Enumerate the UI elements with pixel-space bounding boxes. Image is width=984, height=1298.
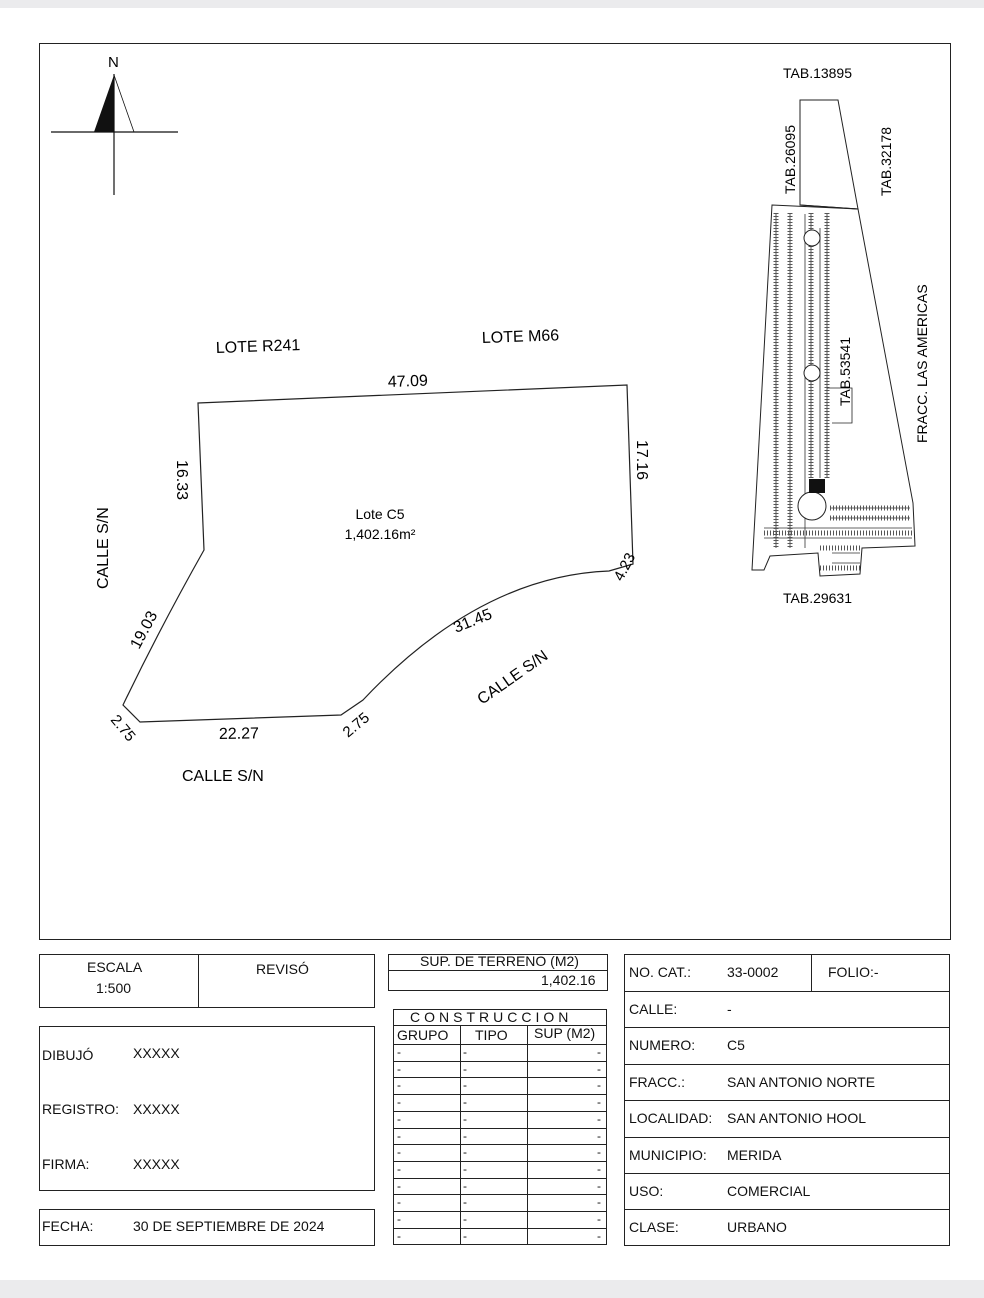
dibujo-value: XXXXX — [133, 1045, 180, 1061]
dim-south-chamfer: 2.75 — [339, 709, 373, 742]
construction-cell-tipo: - — [463, 1061, 467, 1076]
registro-value: XXXXX — [133, 1101, 180, 1117]
construction-cell-grupo: - — [397, 1212, 401, 1226]
construction-cell-grupo: - — [397, 1145, 401, 1160]
construction-cell-grupo: - — [397, 1161, 401, 1176]
reviso-label: REVISÓ — [256, 961, 309, 977]
clase-label: CLASE: — [629, 1219, 679, 1235]
neighbor-north-east: LOTE M66 — [481, 327, 560, 347]
dim-east: 17.16 — [633, 440, 650, 481]
dim-east-chamfer: 4.23 — [610, 550, 640, 584]
construction-cell-tipo: - — [463, 1095, 467, 1110]
construction-cell-grupo: - — [397, 1228, 401, 1243]
construction-cell-tipo: - — [463, 1145, 467, 1160]
construction-cell-tipo: - — [463, 1212, 467, 1226]
construction-cell-sup: - — [597, 1212, 601, 1226]
locator-middle: TAB.53541 — [837, 336, 853, 406]
street-west: CALLE S/N — [95, 507, 112, 589]
calle-label: CALLE: — [629, 1001, 678, 1017]
dim-west-curve: 19.03 — [127, 608, 162, 652]
municipio-value: MERIDA — [727, 1147, 782, 1163]
construction-cell-grupo: - — [397, 1045, 401, 1059]
numero-label: NUMERO: — [629, 1037, 696, 1053]
sup-terreno-value: 1,402.16 — [541, 972, 596, 988]
construction-cell-sup: - — [597, 1111, 601, 1126]
construction-cell-sup: - — [597, 1045, 601, 1059]
no-cat-label: NO. CAT.: — [629, 964, 691, 980]
dim-north: 47.09 — [387, 372, 429, 391]
construction-cell-grupo: - — [397, 1195, 401, 1210]
firma-value: XXXXX — [133, 1156, 180, 1172]
construction-cell-tipo: - — [463, 1228, 467, 1243]
construction-cell-sup: - — [597, 1161, 601, 1176]
construction-cell-sup: - — [597, 1228, 601, 1243]
dibujo-label: DIBUJÓ — [42, 1047, 94, 1063]
construction-cell-grupo: - — [397, 1128, 401, 1143]
locator-fracc: FRACC. LAS AMERICAS — [914, 284, 930, 443]
construction-cell-grupo: - — [397, 1095, 401, 1110]
construction-cell-tipo: - — [463, 1128, 467, 1143]
construction-header-grupo: GRUPO — [397, 1027, 449, 1043]
dim-southwest-chamfer: 2.75 — [106, 711, 139, 745]
escala-label: ESCALA — [87, 959, 143, 975]
dim-west: 16.33 — [173, 460, 190, 501]
no-cat-value: 33-0002 — [727, 964, 779, 980]
construction-cell-sup: - — [597, 1145, 601, 1160]
dim-curve: 31.45 — [451, 605, 495, 637]
fracc-value: SAN ANTONIO NORTE — [727, 1074, 876, 1090]
construction-cell-tipo: - — [463, 1195, 467, 1210]
escala-value: 1:500 — [96, 980, 132, 996]
clase-value: URBANO — [727, 1219, 787, 1235]
fracc-label: FRACC.: — [629, 1074, 685, 1090]
construction-cell-grupo: - — [397, 1061, 401, 1076]
construction-cell-grupo: - — [397, 1111, 401, 1126]
construction-cell-sup: - — [597, 1078, 601, 1093]
construction-cell-tipo: - — [463, 1111, 467, 1126]
construction-cell-grupo: - — [397, 1078, 401, 1093]
calle-value: - — [727, 1001, 732, 1017]
dim-south: 22.27 — [218, 725, 260, 743]
registro-label: REGISTRO: — [42, 1101, 120, 1117]
localidad-value: SAN ANTONIO HOOL — [727, 1110, 866, 1126]
lot-boundary — [123, 385, 633, 722]
construction-cell-sup: - — [597, 1061, 601, 1076]
street-southeast: CALLE S/N — [474, 647, 552, 709]
numero-value: C5 — [727, 1037, 745, 1053]
north-arrow-icon — [51, 54, 178, 195]
north-label: N — [108, 54, 119, 71]
fecha-label: FECHA: — [42, 1218, 94, 1234]
folio: FOLIO:- — [828, 964, 879, 980]
construction-header-sup: SUP (M2) — [534, 1025, 596, 1041]
construction-cell-tipo: - — [463, 1178, 467, 1193]
lot-name: Lote C5 — [355, 506, 405, 522]
construction-header-tipo: TIPO — [475, 1027, 508, 1043]
locator-right: TAB.32178 — [878, 126, 894, 196]
plan-sheet — [0, 8, 984, 1280]
locator-left: TAB.26095 — [782, 124, 798, 194]
localidad-label: LOCALIDAD: — [629, 1110, 713, 1126]
construction-cell-sup: - — [597, 1195, 601, 1210]
fecha-value: 30 DE SEPTIEMBRE DE 2024 — [133, 1218, 325, 1234]
construction-cell-sup: - — [597, 1128, 601, 1143]
sup-terreno-label: SUP. DE TERRENO (M2) — [420, 953, 579, 969]
construction-cell-sup: - — [597, 1178, 601, 1193]
locator-bottom: TAB.29631 — [783, 590, 853, 606]
locator-top: TAB.13895 — [783, 65, 853, 81]
construction-title: CONSTRUCCION — [410, 1009, 573, 1025]
construction-cell-grupo: - — [397, 1178, 401, 1193]
lot-area: 1,402.16m² — [344, 526, 416, 542]
construction-cell-tipo: - — [463, 1045, 467, 1059]
municipio-label: MUNICIPIO: — [629, 1147, 707, 1163]
construction-cell-tipo: - — [463, 1161, 467, 1176]
construction-cell-tipo: - — [463, 1078, 467, 1093]
uso-label: USO: — [629, 1183, 664, 1199]
firma-label: FIRMA: — [42, 1156, 90, 1172]
uso-value: COMERCIAL — [727, 1183, 811, 1199]
neighbor-north-west: LOTE R241 — [215, 337, 301, 357]
construction-cell-sup: - — [597, 1095, 601, 1110]
street-south: CALLE S/N — [182, 768, 264, 785]
